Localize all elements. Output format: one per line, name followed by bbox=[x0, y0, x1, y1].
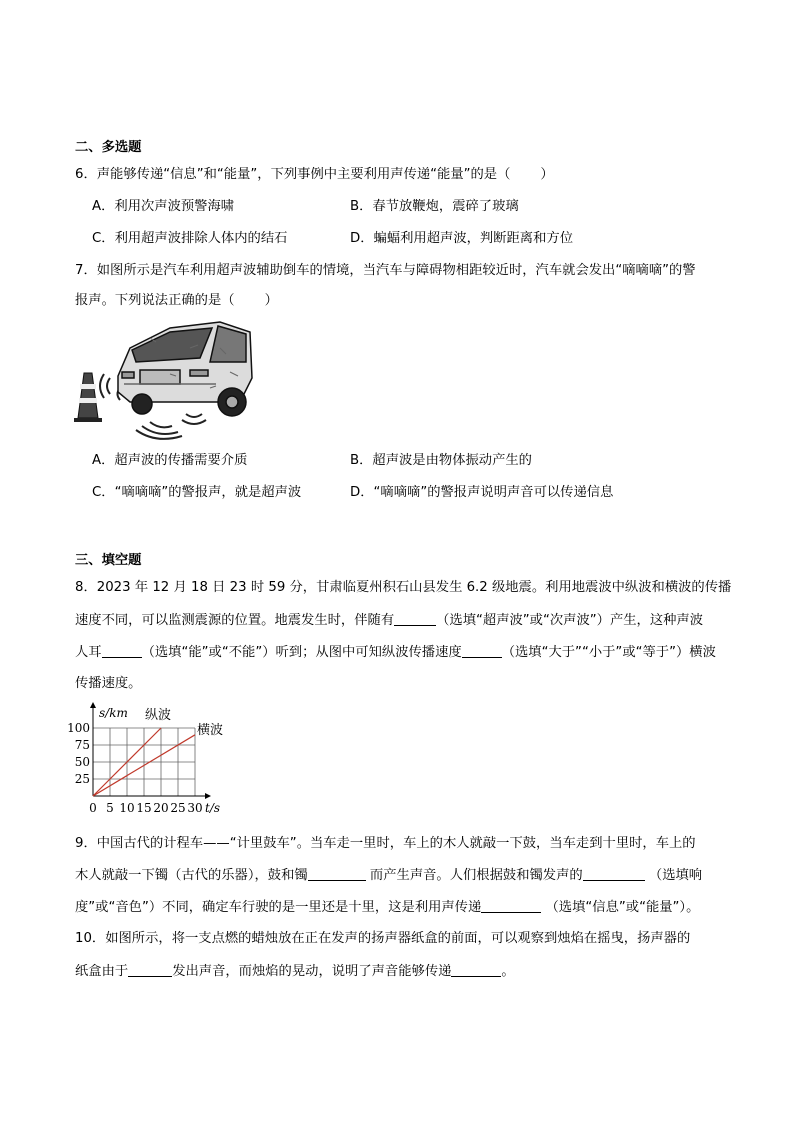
q9-line3-b: （选填“信息”或“能量”）。 bbox=[541, 900, 700, 915]
y-tick-label: 100 bbox=[67, 721, 90, 735]
wave-speed-chart bbox=[67, 700, 245, 824]
x-tick-label: 10 bbox=[119, 801, 135, 815]
q8-blank-2[interactable] bbox=[102, 643, 142, 658]
q9-blank-3[interactable] bbox=[481, 898, 541, 913]
series-label: 纵波 bbox=[145, 708, 172, 723]
q9-blank-1[interactable] bbox=[308, 866, 366, 881]
q8-line3 bbox=[75, 643, 716, 662]
q8-line2 bbox=[75, 611, 703, 630]
q9-line2-c: （选填响 bbox=[644, 868, 703, 883]
q10-blank-2[interactable] bbox=[451, 962, 501, 977]
q8-blank-1[interactable] bbox=[394, 611, 436, 626]
q6-stem-end: ） bbox=[540, 167, 554, 182]
section3-heading: 三、填空题 bbox=[75, 553, 142, 568]
reversing-car-illustration bbox=[70, 318, 260, 440]
y-tick-label: 75 bbox=[74, 738, 90, 752]
q6-option-c[interactable]: C．利用超声波排除人体内的结石 bbox=[92, 231, 288, 246]
q7-option-b[interactable]: B．超声波是由物体振动产生的 bbox=[350, 453, 532, 468]
q8-line3-a: 人耳 bbox=[75, 645, 102, 660]
q8-line3-b: （选填“能”或“不能”）听到；从图中可知纵波传播速度 bbox=[141, 645, 462, 660]
y-tick-label: 25 bbox=[74, 772, 90, 786]
q9-line2-a: 木人就敲一下镯（古代的乐器），鼓和镯 bbox=[75, 868, 308, 883]
y-axis-arrow bbox=[90, 702, 96, 708]
q9-line3-a: 度”或“音色”）不同，确定车行驶的是一里还是十里，这是利用声传递 bbox=[75, 900, 482, 915]
q9-line2-b: 而产生声音。人们根据鼓和镯发声的 bbox=[365, 868, 583, 883]
x-tick-label: 15 bbox=[136, 801, 152, 815]
q9-blank-2[interactable] bbox=[583, 866, 645, 881]
q10-line2-c: 。 bbox=[501, 964, 515, 979]
q10-line1: 10．如图所示，将一支点燃的蜡烛放在正在发声的扬声器纸盒的前面，可以观察到烛焰在摇曳，扬声器的 bbox=[75, 931, 691, 946]
x-axis-label: t/s bbox=[205, 801, 221, 815]
q9-line3 bbox=[75, 898, 699, 917]
q7-stem-text: 报声。下列说法正确的是（ bbox=[75, 293, 235, 308]
q7-stem-end: ） bbox=[264, 293, 278, 308]
x-axis-arrow bbox=[205, 793, 211, 799]
y-axis-label: s/km bbox=[99, 706, 128, 720]
car-icon bbox=[118, 322, 252, 416]
q6-stem-text: 6．声能够传递“信息”和“能量”，下列事例中主要利用声传递“能量”的是（ bbox=[75, 167, 511, 182]
x-tick-label: 0 bbox=[89, 801, 97, 815]
q6-option-b[interactable]: B．春节放鞭炮，震碎了玻璃 bbox=[350, 199, 519, 214]
q8-line2-b: （选填“超声波”或“次声波”）产生，这种声波 bbox=[436, 613, 704, 628]
q6-option-a[interactable]: A．利用次声波预警海啸 bbox=[92, 199, 235, 214]
q7-option-d[interactable]: D．“嘀嘀嘀”的警报声说明声音可以传递信息 bbox=[350, 485, 614, 500]
q10-line2-b: 发出声音，而烛焰的晃动，说明了声音能够传递 bbox=[172, 964, 452, 979]
q10-blank-1[interactable] bbox=[128, 962, 172, 977]
x-tick-label: 20 bbox=[153, 801, 169, 815]
q8-line3-c: （选填“大于”“小于”或“等于”）横波 bbox=[501, 645, 716, 660]
series-label: 横波 bbox=[197, 722, 224, 738]
q9-line1: 9．中国古代的计程车——“计里鼓车”。当车走一里时，车上的木人就敲一下鼓，当车走到十里时，车上的 bbox=[75, 836, 696, 851]
x-tick-label: 5 bbox=[106, 801, 114, 815]
section2-heading: 二、多选题 bbox=[75, 140, 142, 155]
q6-stem bbox=[75, 166, 554, 184]
q7-stem-line2 bbox=[75, 292, 278, 310]
q8-blank-3[interactable] bbox=[462, 643, 502, 658]
x-tick-label: 25 bbox=[170, 801, 186, 815]
q7-option-c[interactable]: C．“嘀嘀嘀”的警报声，就是超声波 bbox=[92, 485, 302, 500]
q10-line2-a: 纸盒由于 bbox=[75, 964, 129, 979]
x-tick-label: 30 bbox=[187, 801, 203, 815]
y-tick-label: 50 bbox=[74, 755, 90, 769]
q6-option-d[interactable]: D．蝙蝠利用超声波，判断距离和方位 bbox=[350, 231, 573, 246]
q8-line4: 传播速度。 bbox=[75, 676, 142, 691]
q8-line2-text: 速度不同，可以监测震源的位置。地震发生时，伴随有 bbox=[75, 613, 395, 628]
q7-stem-line1: 7．如图所示是汽车利用超声波辅助倒车的情境，当汽车与障碍物相距较近时，汽车就会发出“嘀嘀嘀”的警 bbox=[75, 263, 696, 278]
q7-option-a[interactable]: A．超声波的传播需要介质 bbox=[92, 453, 248, 468]
q8-line1: 8．2023 年 12 月 18 日 23 时 59 分，甘肃临夏州积石山县发生 6.2 级地震。利用地震波中纵波和横波的传播 bbox=[75, 580, 732, 595]
q10-line2 bbox=[75, 962, 515, 981]
q9-line2 bbox=[75, 866, 702, 885]
traffic-cone-icon bbox=[74, 373, 102, 422]
